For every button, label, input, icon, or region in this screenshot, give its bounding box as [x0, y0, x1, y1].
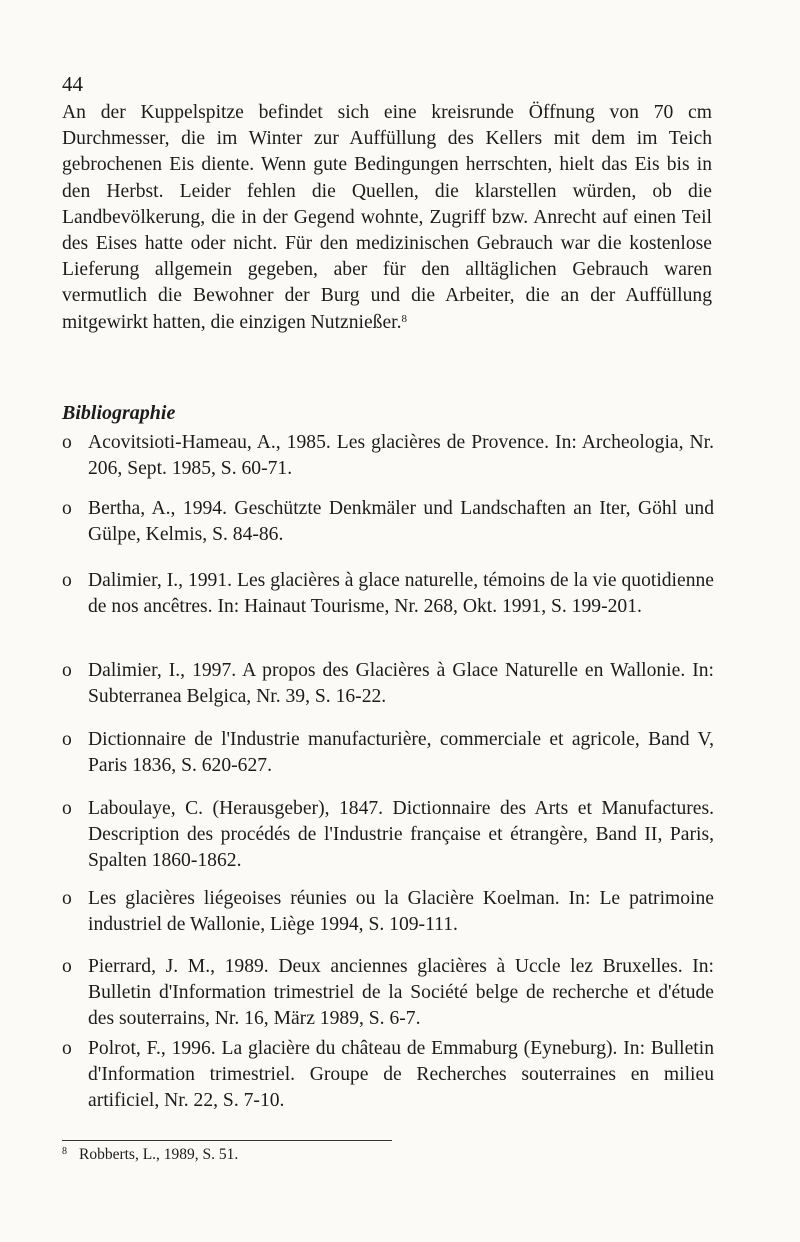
- entry-text: Pierrard, J. M., 1989. Deux anciennes glacières à Uccle lez Bruxelles. In: Bulletin d'Information trimestriel de la Société belge de recherche et d'étude des souterrains, Nr. 16, März 1989, S. 6-7.: [88, 956, 714, 1030]
- bibliography-entry: [62, 886, 714, 938]
- entry-bullet: o: [62, 1038, 72, 1059]
- entry-text: Acovitsioti-Hameau, A., 1985. Les glacières de Provence. In: Archeologia, Nr. 206, Sept. 1985, S. 60-71.: [88, 432, 714, 480]
- bibliography-entry: [62, 496, 714, 548]
- bibliography-entry: [62, 658, 714, 710]
- entry-bullet: o: [62, 888, 72, 909]
- footnote-text: Robberts, L., 1989, S. 51.: [79, 1146, 239, 1163]
- page-number: 44: [62, 72, 83, 96]
- entry-bullet: o: [62, 660, 72, 681]
- footnote-marker: 8: [62, 1146, 67, 1157]
- entry-bullet: o: [62, 498, 72, 519]
- footnote-divider: [62, 1140, 392, 1141]
- entry-text: Bertha, A., 1994. Geschützte Denkmäler und Landschaften an Iter, Göhl und Gülpe, Kelmis, S. 84-86.: [88, 498, 714, 546]
- bibliography-heading: Bibliographie: [62, 402, 176, 424]
- entry-bullet: o: [62, 729, 72, 750]
- footnote-reference: 8: [401, 312, 408, 325]
- entry-text: Dalimier, I., 1997. A propos des Glacières à Glace Naturelle en Wallonie. In: Subterranea Belgica, Nr. 39, S. 16-22.: [88, 660, 714, 708]
- intro-text: An der Kuppelspitze befindet sich eine kreisrunde Öffnung von 70 cm Durchmesser, die im Winter zur Auffüllung des Kellers mit dem im Teich gebrochenen Eis diente. Wenn gute Bedingungen herrschten, hielt das Eis bis in den Herbst. Leider fehlen die Quellen, die klarstellen würden, ob die Landbevölkerung, die in der Gegend wohnte, Zugriff bzw. Anrecht auf einen Teil des Eises hatte oder nicht. Für den medizinischen Gebrauch war die kostenlose Lieferung allgemein gegeben, aber für den alltäglichen Gebrauch waren vermutlich die Bewohner der Burg und die Arbeiter, die an der Auffüllung mitgewirkt hatten, die einzigen Nutznießer.: [62, 102, 712, 333]
- bibliography-entry: [62, 430, 714, 482]
- entry-text: Les glacières liégeoises réunies ou la Glacière Koelman. In: Le patrimoine industriel de Wallonie, Liège 1994, S. 109-111.: [88, 888, 714, 936]
- entry-text: Laboulaye, C. (Herausgeber), 1847. Dictionnaire des Arts et Manufactures. Description des procédés de l'Industrie française et étrangère, Band II, Paris, Spalten 1860-1862.: [88, 798, 714, 872]
- entry-bullet: o: [62, 798, 72, 819]
- bibliography-entry: [62, 568, 714, 620]
- entry-text: Polrot, F., 1996. La glacière du château de Emmaburg (Eyneburg). In: Bulletin d'Information trimestriel. Groupe de Recherches souterraines en milieu artificiel, Nr. 22, S. 7-10.: [88, 1038, 714, 1112]
- footnote: [62, 1146, 238, 1164]
- entry-bullet: o: [62, 570, 72, 591]
- bibliography-entry: [62, 727, 714, 779]
- entry-text: Dictionnaire de l'Industrie manufacturière, commerciale et agricole, Band V, Paris 1836, S. 620-627.: [88, 729, 714, 777]
- entry-bullet: o: [62, 956, 72, 977]
- entry-bullet: o: [62, 432, 72, 453]
- intro-paragraph: [62, 100, 712, 336]
- bibliography-entry: [62, 1036, 714, 1115]
- entry-text: Dalimier, I., 1991. Les glacières à glace naturelle, témoins de la vie quotidienne de nos ancêtres. In: Hainaut Tourisme, Nr. 268, Okt. 1991, S. 199-201.: [88, 570, 714, 618]
- bibliography-entry: [62, 796, 714, 875]
- bibliography-entry: [62, 954, 714, 1033]
